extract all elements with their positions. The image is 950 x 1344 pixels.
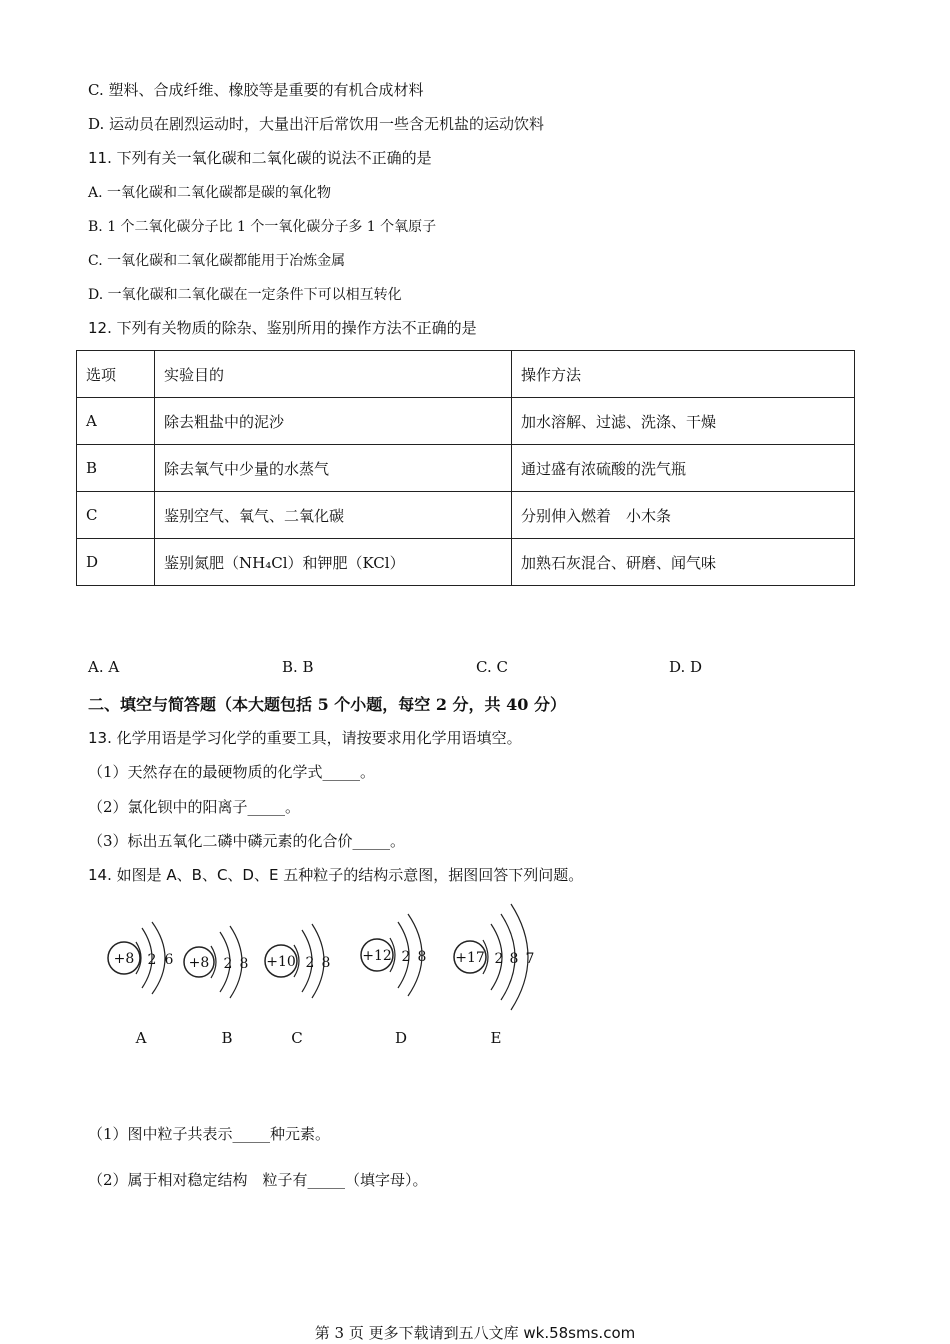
table-cell: 分别伸入燃着 小木条 [512, 492, 855, 539]
shell-electrons: 2 [401, 949, 411, 965]
table-row [77, 398, 855, 445]
q11-option-b: B. 1 个二氧化碳分子比 1 个一氧化碳分子多 1 个氧原子 [88, 219, 437, 235]
option-d-line: D. 运动员在剧烈运动时，大量出汗后常饮用一些含无机盐的运动饮料 [88, 115, 545, 133]
shell-electrons: 2 [223, 956, 233, 972]
nucleus-label: +10 [266, 954, 296, 970]
shell-electrons: 6 [164, 952, 174, 968]
nucleus-label: +17 [455, 950, 485, 966]
table-row [77, 492, 855, 539]
footer-url: wk.58sms.com [523, 1324, 636, 1342]
q14-item-1: （1）图中粒子共表示_____种元素。 [88, 1125, 331, 1143]
nucleus-label: +12 [362, 948, 392, 964]
q11-option-d: D. 一氧化碳和二氧化碳在一定条件下可以相互转化 [88, 287, 402, 303]
particle-structure-diagram [90, 898, 560, 1058]
particle-label: B [221, 1029, 233, 1047]
table-cell: 除去氧气中少量的水蒸气 [155, 445, 512, 492]
nucleus-label: +8 [188, 955, 210, 971]
particle-label: D [394, 1029, 408, 1047]
q12-choice-b: B. B [282, 658, 314, 676]
question-11-stem: 11. 下列有关一氧化碳和二氧化碳的说法不正确的是 [88, 149, 432, 167]
q14-item-2: （2）属于相对稳定结构 粒子有_____（填字母）。 [88, 1171, 428, 1189]
q11-option-c: C. 一氧化碳和二氧化碳都能用于冶炼金属 [88, 253, 346, 269]
table-cell: 鉴别氮肥（NH₄Cl）和钾肥（KCl） [155, 539, 512, 586]
shell-electrons: 2 [494, 951, 504, 967]
shell-electrons: 7 [525, 951, 535, 967]
question-13-stem: 13. 化学用语是学习化学的重要工具，请按要求用化学用语填空。 [88, 729, 522, 747]
particle-d [361, 914, 426, 1047]
table-cell: C [77, 492, 155, 539]
q13-item-2: （2）氯化钡中的阳离子_____。 [88, 798, 301, 816]
nucleus-label: +8 [113, 951, 135, 967]
q12-choice-c: C. C [476, 658, 508, 676]
question-14-stem: 14. 如图是 A、B、C、D、E 五种粒子的结构示意图，据图回答下列问题。 [88, 866, 584, 884]
q13-item-1: （1）天然存在的最硬物质的化学式_____。 [88, 763, 376, 781]
shell-electrons: 2 [147, 952, 157, 968]
particle-e [454, 904, 534, 1047]
table-cell: 加熟石灰混合、研磨、闻气味 [512, 539, 855, 586]
table-cell: D [77, 539, 155, 586]
shell-electrons: 8 [417, 949, 427, 965]
table-cell: 除去粗盐中的泥沙 [155, 398, 512, 445]
particle-label: E [490, 1029, 502, 1047]
shell-electrons: 8 [239, 956, 249, 972]
table-cell: 加水溶解、过滤、洗涤、干燥 [512, 398, 855, 445]
particle-a [108, 922, 174, 1047]
q12-choice-a: A. A [88, 658, 120, 676]
table-header-row [77, 351, 855, 398]
table-header-cell: 选项 [77, 351, 155, 398]
section-title: 二、填空与简答题（本大题包括 5 个小题，每空 2 分，共 40 分） [88, 695, 566, 714]
table-row [77, 539, 855, 586]
option-c-line: C. 塑料、合成纤维、橡胶等是重要的有机合成材料 [88, 81, 424, 99]
shell-electrons: 8 [509, 951, 519, 967]
table-cell: A [77, 398, 155, 445]
q12-choice-d: D. D [669, 658, 703, 676]
table-cell: 鉴别空气、氧气、二氧化碳 [155, 492, 512, 539]
table-header-cell: 实验目的 [155, 351, 512, 398]
particle-label: C [291, 1029, 303, 1047]
shell-electrons: 8 [321, 955, 331, 971]
shell-electrons: 2 [305, 955, 315, 971]
particle-b [184, 926, 248, 1047]
particle-label: A [135, 1029, 147, 1047]
page-footer [0, 1322, 950, 1343]
table-header-cell: 操作方法 [512, 351, 855, 398]
question-12-stem: 12. 下列有关物质的除杂、鉴别所用的操作方法不正确的是 [88, 319, 477, 337]
table-cell: 通过盛有浓硫酸的洗气瓶 [512, 445, 855, 492]
q11-option-a: A. 一氧化碳和二氧化碳都是碳的氧化物 [88, 185, 332, 201]
table-cell: B [77, 445, 155, 492]
particle-c [265, 924, 330, 1047]
q12-table [76, 350, 855, 586]
table-row [77, 445, 855, 492]
footer-text: 第 3 页 更多下载请到五八文库 [314, 1324, 524, 1342]
q13-item-3: （3）标出五氧化二磷中磷元素的化合价_____。 [88, 832, 406, 850]
